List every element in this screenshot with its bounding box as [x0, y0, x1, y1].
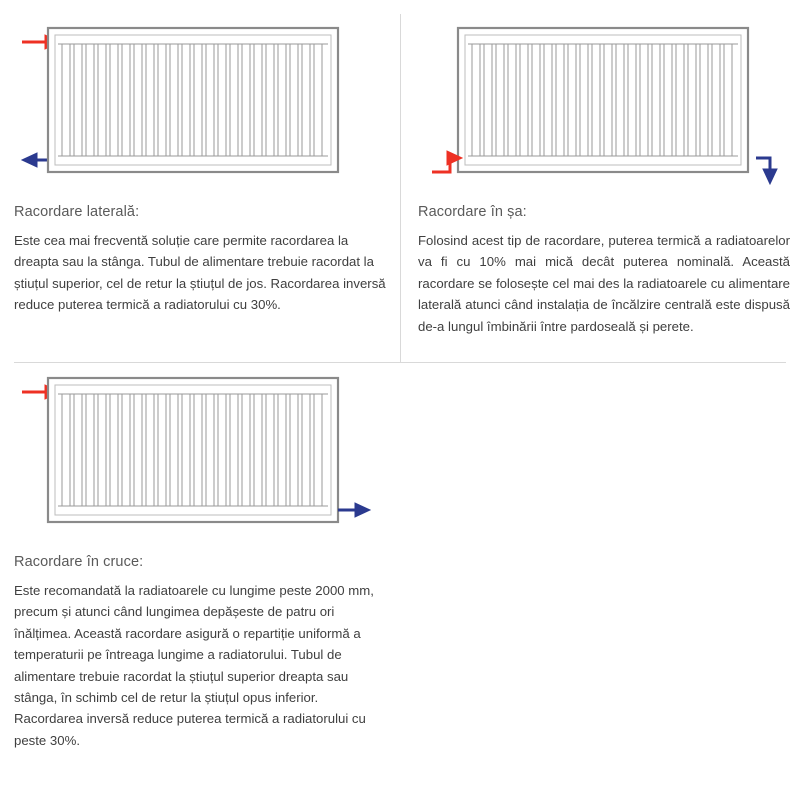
radiator-body [48, 378, 338, 522]
horizontal-divider [14, 362, 786, 363]
return-arrow-icon [338, 503, 370, 517]
panel-body: Este cea mai frecventă soluție care permite racordarea la dreapta sau la stânga. Tubul de alimentare trebuie racordat la știuțul superior, cel de retur la știuțul de jos. Racordarea inversă reduce puterea termică a radiatorului cu 30%. [14, 233, 386, 313]
panel-title: Racordare în cruce: [14, 554, 144, 570]
panel-saddle-connection [418, 18, 790, 337]
vertical-divider [400, 14, 401, 362]
figure-saddle-connection [418, 18, 778, 190]
panel-body: Este recomandată la radiatoarele cu lungime peste 2000 mm, precum și atunci când lungimea depășeste de patru ori înălțimea. Această racordare asigură o repartiție uniformă a temperaturii pe întreaga lungime a radiatorului. Tubul de alimentare trebuie racordat la știuțul superior dreapta sau stânga, în schimb cel de retur la știuțul opus inferior. Racordarea inversă reduce puterea termică a radiatorului cu peste 30%. [14, 583, 374, 748]
return-arrow-icon [756, 158, 777, 184]
panel-cross-connection [14, 368, 386, 751]
panel-side-connection [14, 18, 386, 316]
panel-title: Racordare laterală: [14, 204, 140, 220]
panel-body: Folosind acest tip de racordare, puterea termică a radiatoarelor va fi cu 10% mai mică decât puterea nominală. Această racordare se folosește cel mai des la radiatoarele cu alimentare laterală atunci când instalația de încălzire centrală este dispusă de-a lungul îmbinării între pardoseală și perete. [418, 233, 790, 334]
radiator-body [48, 28, 338, 172]
panel-title: Racordare în șa: [418, 204, 527, 220]
radiator-body [458, 28, 748, 172]
figure-cross-connection [14, 368, 374, 540]
figure-side-connection [14, 18, 374, 190]
